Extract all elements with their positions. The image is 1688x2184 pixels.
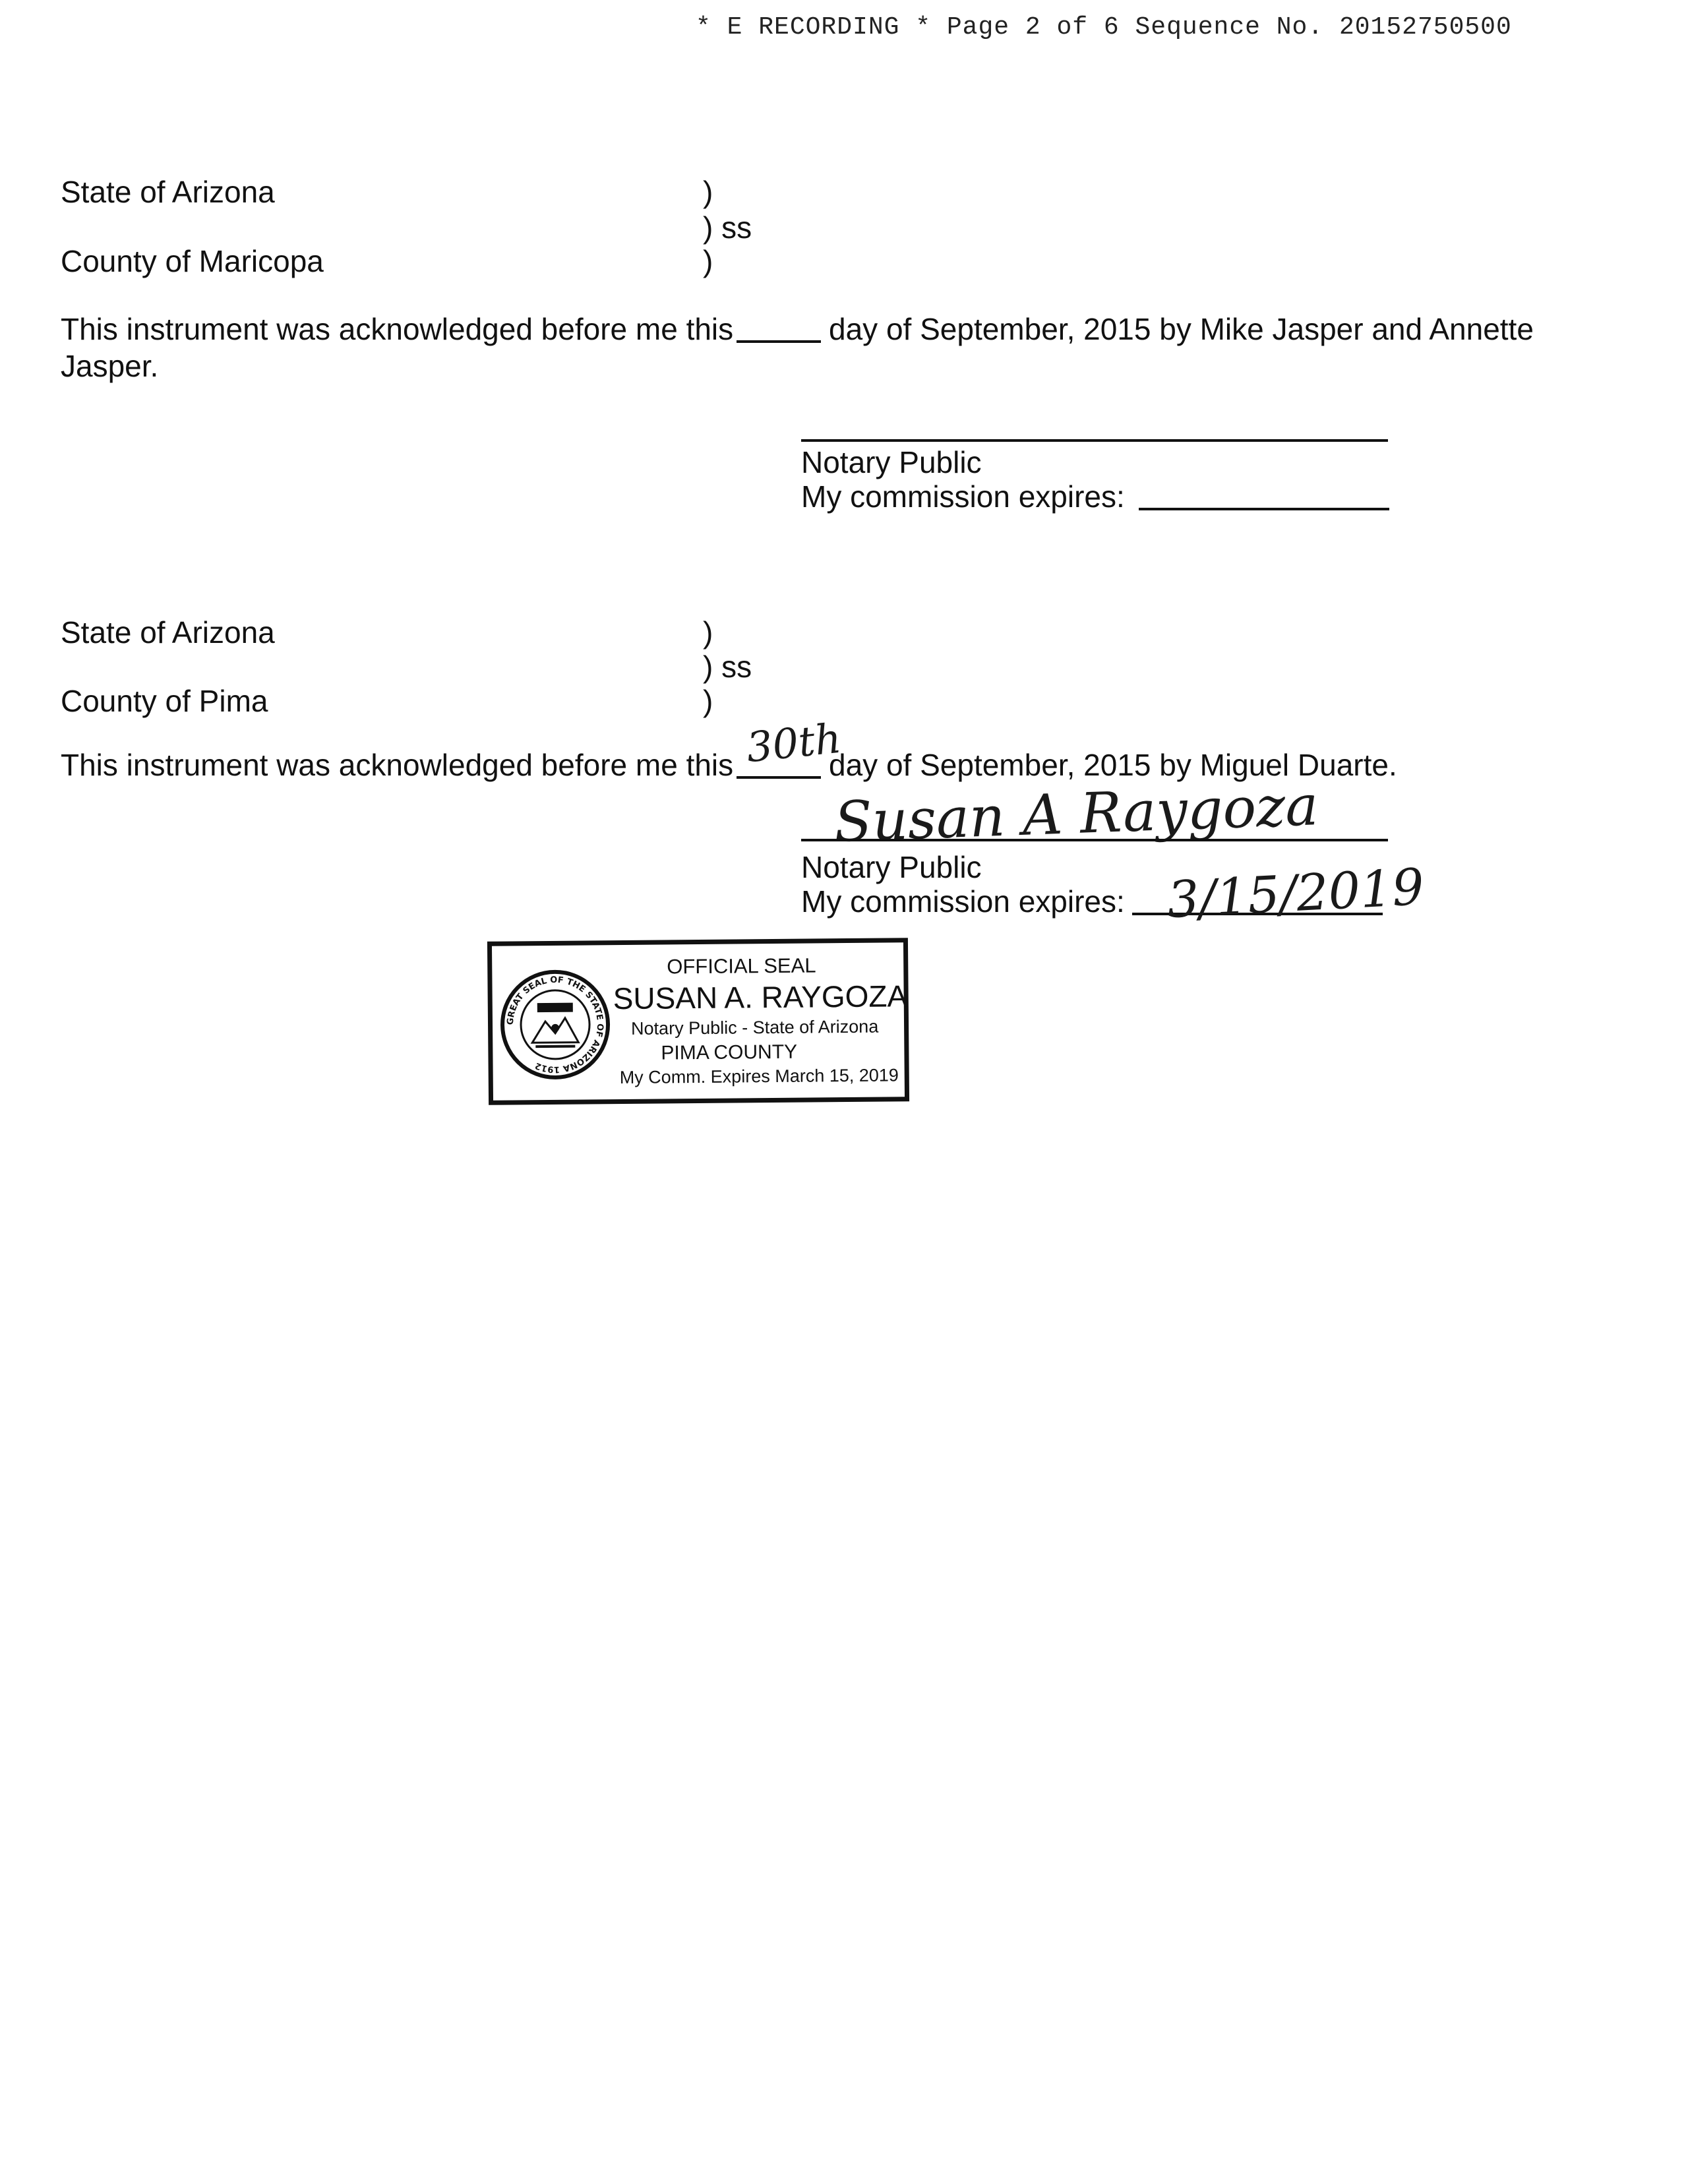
county-label-2: County of Pima	[61, 684, 268, 718]
commission-expires-handwritten: 3/15/2019	[1165, 857, 1426, 930]
arizona-state-seal-icon	[498, 968, 611, 1081]
acknowledgment-line2-1: Jasper.	[61, 349, 159, 383]
state-label-1: State of Arizona	[61, 175, 275, 209]
notary-signature-line-1	[801, 439, 1388, 442]
paren-top-2: )	[703, 615, 713, 650]
seal-line-2: PIMA COUNTY	[661, 1041, 798, 1064]
county-label-1: County of Maricopa	[61, 244, 324, 278]
paren-bottom-2: )	[703, 684, 713, 718]
commission-label-2: My commission expires:	[801, 884, 1125, 919]
ss-label-2: ) ss	[703, 650, 752, 684]
paren-top-1: )	[703, 175, 713, 209]
paren-bottom-1: )	[703, 244, 713, 278]
seal-line-1: Notary Public - State of Arizona	[630, 1016, 879, 1039]
notary-label-2: Notary Public	[801, 850, 982, 884]
official-seal-stamp	[487, 938, 909, 1105]
seal-line-3: My Comm. Expires March 15, 2019	[619, 1065, 899, 1088]
notary-label-1: Notary Public	[801, 445, 982, 479]
acknowledgment-suffix-2: day of September, 2015 by Miguel Duarte.	[829, 748, 1397, 782]
acknowledgment-suffix-1: day of September, 2015 by Mike Jasper and Annette	[829, 312, 1534, 346]
day-blank-1	[737, 340, 821, 343]
commission-label-1: My commission expires:	[801, 479, 1125, 514]
seal-name: SUSAN A. RAYGOZA	[613, 979, 908, 1016]
notary-signature-line-2	[801, 839, 1388, 841]
seal-ring-text: GREAT SEAL OF THE STATE OF ARIZONA 1912	[505, 975, 605, 1075]
day-blank-2	[737, 776, 821, 779]
acknowledgment-prefix-2: This instrument was acknowledged before me this	[61, 748, 734, 782]
notary-signature: Susan A Raygoza	[833, 773, 1319, 855]
recording-header: * E RECORDING * Page 2 of 6 Sequence No. 20152750500	[696, 13, 1512, 42]
seal-title: OFFICIAL SEAL	[667, 954, 816, 979]
state-label-2: State of Arizona	[61, 615, 275, 650]
commission-blank-1	[1139, 508, 1389, 510]
acknowledgment-prefix-1: This instrument was acknowledged before me this	[61, 312, 734, 346]
ss-label-1: ) ss	[703, 210, 752, 245]
day-handwritten: 30th	[744, 713, 844, 772]
